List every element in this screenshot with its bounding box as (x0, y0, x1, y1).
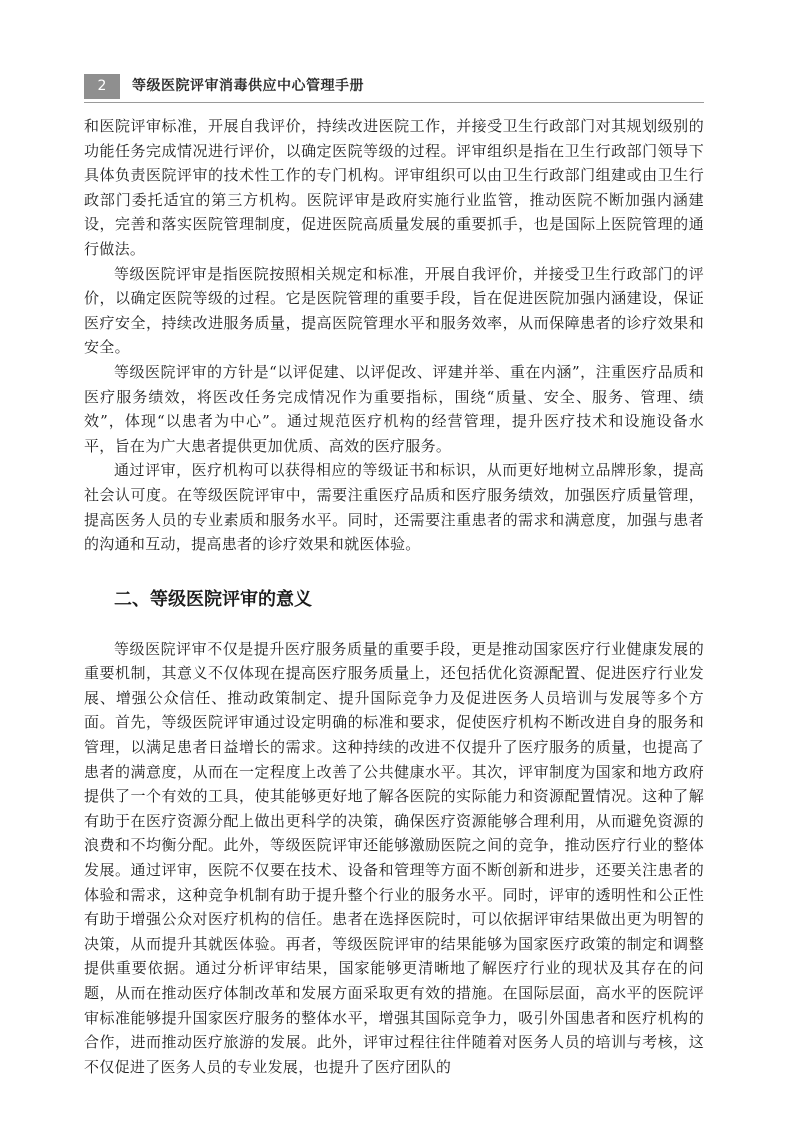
paragraph: 通过评审，医疗机构可以获得相应的等级证书和标识，从而更好地树立品牌形象，提高社会认可度。在等级医院评审中，需要注重医疗品质和医疗服务绩效，加强医疗质量管理，提高医务人员的专业素质和服务水平。同时，还需要注重患者的需求和满意度，加强与患者的沟通和互动，提高患者的诊疗效果和就医体验。 (84, 461, 704, 554)
running-title: 等级医院评审消毒供应中心管理手册 (132, 78, 364, 94)
page-number: 2 (84, 74, 120, 99)
page-body (84, 114, 704, 1079)
paragraph: 等级医院评审的方针是“以评促建、以评促改、评建并举、重在内涵”，注重医疗品质和医疗服务绩效，将医改任务完成情况作为重要指标，围绕“质量、安全、服务、管理、绩效”，体现“以患者为中心”。通过规范医疗机构的经营管理，提升医疗技术和设施设备水平，旨在为广大患者提供更加优质、高效的医疗服务。 (84, 362, 704, 455)
paragraph: 等级医院评审是指医院按照相关规定和标准，开展自我评价，并接受卫生行政部门的评价，以确定医院等级的过程。它是医院管理的重要手段，旨在促进医院加强内涵建设，保证医疗安全，持续改进服务质量，提高医院管理水平和服务效率，从而保障患者的诊疗效果和安全。 (84, 264, 704, 357)
paragraph-continued: 和医院评审标准，开展自我评价，持续改进医院工作，并接受卫生行政部门对其规划级别的功能任务完成情况进行评价，以确定医院等级的过程。评审组织是指在卫生行政部门领导下具体负责医院评审的技术性工作的专门机构。评审组织可以由卫生行政部门组建或由卫生行政部门委托适宜的第三方机构。医院评审是政府实施行业监管，推动医院不断加强内涵建设，完善和落实医院管理制度，促进医院高质量发展的重要抓手，也是国际上医院管理的通行做法。 (84, 117, 704, 258)
paragraph: 等级医院评审不仅是提升医疗服务质量的重要手段，更是推动国家医疗行业健康发展的重要机制，其意义不仅体现在提高医疗服务质量上，还包括优化资源配置、促进医疗行业发展、增强公众信任、推动政策制定、提升国际竞争力及促进医务人员培训与发展等多个方面。首先，等级医院评审通过设定明确的标准和要求，促使医疗机构不断改进自身的服务和管理，以满足患者日益增长的需求。这种持续的改进不仅提升了医疗服务的质量，也提高了患者的满意度，从而在一定程度上改善了公共健康水平。其次，评审制度为国家和地方政府提供了一个有效的工具，使其能够更好地了解各医院的实际能力和资源配置情况。这种了解有助于在医疗资源分配上做出更科学的决策，确保医疗资源能够合理利用，从而避免资源的浪费和不均衡分配。此外，等级医院评审还能够激励医院之间的竞争，推动医疗行业的整体发展。通过评审，医院不仅要在技术、设备和管理等方面不断创新和进步，还要关注患者的体验和需求，这种竞争机制有助于提升整个行业的服务水平。同时，评审的透明性和公正性有助于增强公众对医疗机构的信任。患者在选择医院时，可以依据评审结果做出更为明智的决策，从而提升其就医体验。再者，等级医院评审的结果能够为国家医疗政策的制定和调整提供重要依据。通过分析评审结果，国家能够更清晰地了解医疗行业的现状及其存在的问题，从而在推动医疗体制改革和发展方面采取更有效的措施。在国际层面，高水平的医院评审标准能够提升国家医疗服务的整体水平，增强其国际竞争力，吸引外国患者和医疗机构的合作，进而推动医疗旅游的发展。此外，评审过程往往伴随着对医务人员的培训与考核，这不仅促进了医务人员的专业发展，也提升了医疗团队的 (84, 639, 704, 1076)
section-heading: 二、等级医院评审的意义 (114, 588, 312, 610)
running-header (84, 72, 704, 103)
